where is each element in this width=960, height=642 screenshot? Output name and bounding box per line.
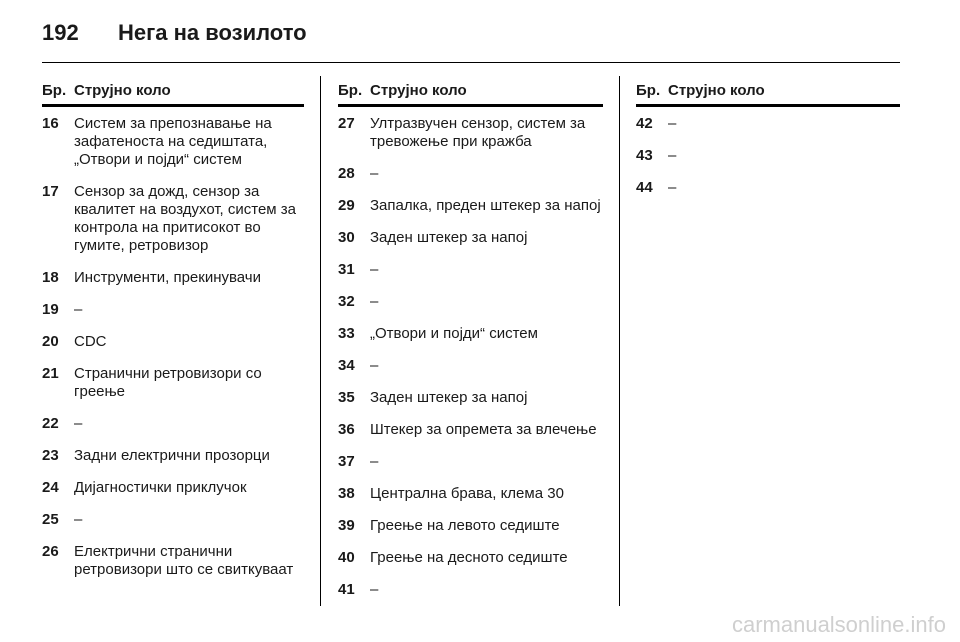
fuse-number: 26	[42, 543, 59, 560]
circuit-description: Греење на десното седиште	[370, 549, 568, 566]
circuit-description: „Отвори и појди“ систем	[370, 325, 538, 342]
circuit-description: –	[668, 115, 677, 132]
fuse-number: 17	[42, 183, 59, 200]
table-row	[338, 115, 603, 151]
circuit-description: Сензор за дожд, сензор за квалитет на воздухот, систем за контрола на притисокот во гумите, ретровизор	[74, 183, 296, 254]
circuit-description: Штекер за опремета за влечење	[370, 421, 597, 438]
fuse-number: 29	[338, 197, 355, 214]
table-header	[42, 76, 304, 107]
table-row	[636, 115, 900, 133]
table-row	[42, 301, 304, 319]
table-rows	[42, 115, 304, 579]
circuit-description: Ултразвучен сензор, систем за тревожење при кражба	[370, 115, 586, 150]
fuse-number: 40	[338, 549, 355, 566]
circuit-description: –	[370, 261, 379, 278]
fuse-number: 33	[338, 325, 355, 342]
fuse-number: 41	[338, 581, 355, 598]
header-number: Бр.	[338, 82, 363, 99]
fuse-number: 34	[338, 357, 355, 374]
fuse-number: 28	[338, 165, 355, 182]
table-row	[338, 197, 603, 215]
fuse-number: 25	[42, 511, 59, 528]
fuse-number: 24	[42, 479, 59, 496]
page-title: Нега на возилото	[118, 20, 307, 45]
fuse-number: 20	[42, 333, 59, 350]
circuit-description: CDC	[74, 333, 107, 350]
table-row	[42, 333, 304, 351]
page-number: 192	[42, 20, 79, 45]
fuse-number: 21	[42, 365, 59, 382]
fuse-number: 38	[338, 485, 355, 502]
circuit-description: Заден штекер за напој	[370, 229, 528, 246]
circuit-description: –	[668, 179, 677, 196]
circuit-description: Греење на левото седиште	[370, 517, 560, 534]
table-row	[42, 115, 304, 169]
fuse-number: 43	[636, 147, 653, 164]
circuit-description: Дијагностички приклучок	[74, 479, 247, 496]
fuse-number: 16	[42, 115, 59, 132]
fuse-table-column-3	[636, 76, 900, 606]
circuit-description: –	[74, 415, 83, 432]
watermark: carmanualsonline.info	[731, 612, 946, 637]
fuse-number: 19	[42, 301, 59, 318]
circuit-description: Инструменти, прекинувачи	[74, 269, 262, 286]
table-row	[636, 147, 900, 165]
table-row	[338, 261, 603, 279]
header-number: Бр.	[42, 82, 67, 99]
table-header	[636, 76, 900, 107]
table-row	[42, 511, 304, 529]
table-row	[338, 485, 603, 503]
circuit-description: Задни електрични прозорци	[74, 447, 270, 464]
fuse-number: 35	[338, 389, 355, 406]
fuse-number: 22	[42, 415, 59, 432]
table-row	[42, 365, 304, 401]
header-circuit: Струјно коло	[74, 82, 171, 99]
fuse-number: 44	[636, 179, 653, 196]
circuit-description: Електрични странични ретровизори што се свиткуваат	[74, 543, 294, 578]
table-row	[42, 479, 304, 497]
circuit-description: Систем за препознавање на зафатеноста на седиштата, „Отвори и појди“ систем	[74, 115, 272, 168]
table-row	[636, 179, 900, 197]
table-header	[338, 76, 603, 107]
circuit-description: –	[370, 165, 379, 182]
table-row	[338, 517, 603, 535]
circuit-description: –	[370, 293, 379, 310]
table-row	[338, 581, 603, 599]
fuse-number: 18	[42, 269, 59, 286]
page-header	[42, 14, 900, 63]
header-number: Бр.	[636, 82, 661, 99]
table-row	[338, 293, 603, 311]
fuse-number: 39	[338, 517, 355, 534]
circuit-description: –	[74, 511, 83, 528]
fuse-number: 23	[42, 447, 59, 464]
fuse-number: 31	[338, 261, 355, 278]
table-row	[42, 415, 304, 433]
column-divider	[619, 76, 620, 606]
table-row	[338, 421, 603, 439]
circuit-description: Странични ретровизори со греење	[74, 365, 262, 400]
fuse-number: 30	[338, 229, 355, 246]
circuit-description: –	[668, 147, 677, 164]
circuit-description: –	[370, 453, 379, 470]
circuit-description: Централна брава, клема 30	[370, 485, 564, 502]
fuse-number: 36	[338, 421, 355, 438]
fuse-number: 27	[338, 115, 355, 132]
header-circuit: Струјно коло	[370, 82, 467, 99]
table-row	[42, 183, 304, 255]
table-row	[42, 447, 304, 465]
table-row	[338, 389, 603, 407]
table-row	[338, 165, 603, 183]
table-row	[42, 543, 304, 579]
fuse-number: 42	[636, 115, 653, 132]
fuse-number: 32	[338, 293, 355, 310]
circuit-description: Заден штекер за напој	[370, 389, 528, 406]
header-circuit: Струјно коло	[668, 82, 765, 99]
table-row	[338, 549, 603, 567]
fuse-table-column-1	[42, 76, 304, 606]
column-divider	[320, 76, 321, 606]
table-rows	[636, 115, 900, 197]
circuit-description: –	[370, 357, 379, 374]
table-row	[338, 229, 603, 247]
table-rows	[338, 115, 603, 599]
fuse-number: 37	[338, 453, 355, 470]
fuse-table-column-2	[338, 76, 603, 606]
circuit-description: Запалка, преден штекер за напој	[370, 197, 601, 214]
circuit-description: –	[370, 581, 379, 598]
table-row	[42, 269, 304, 287]
table-row	[338, 357, 603, 375]
table-row	[338, 453, 603, 471]
table-row	[338, 325, 603, 343]
circuit-description: –	[74, 301, 83, 318]
